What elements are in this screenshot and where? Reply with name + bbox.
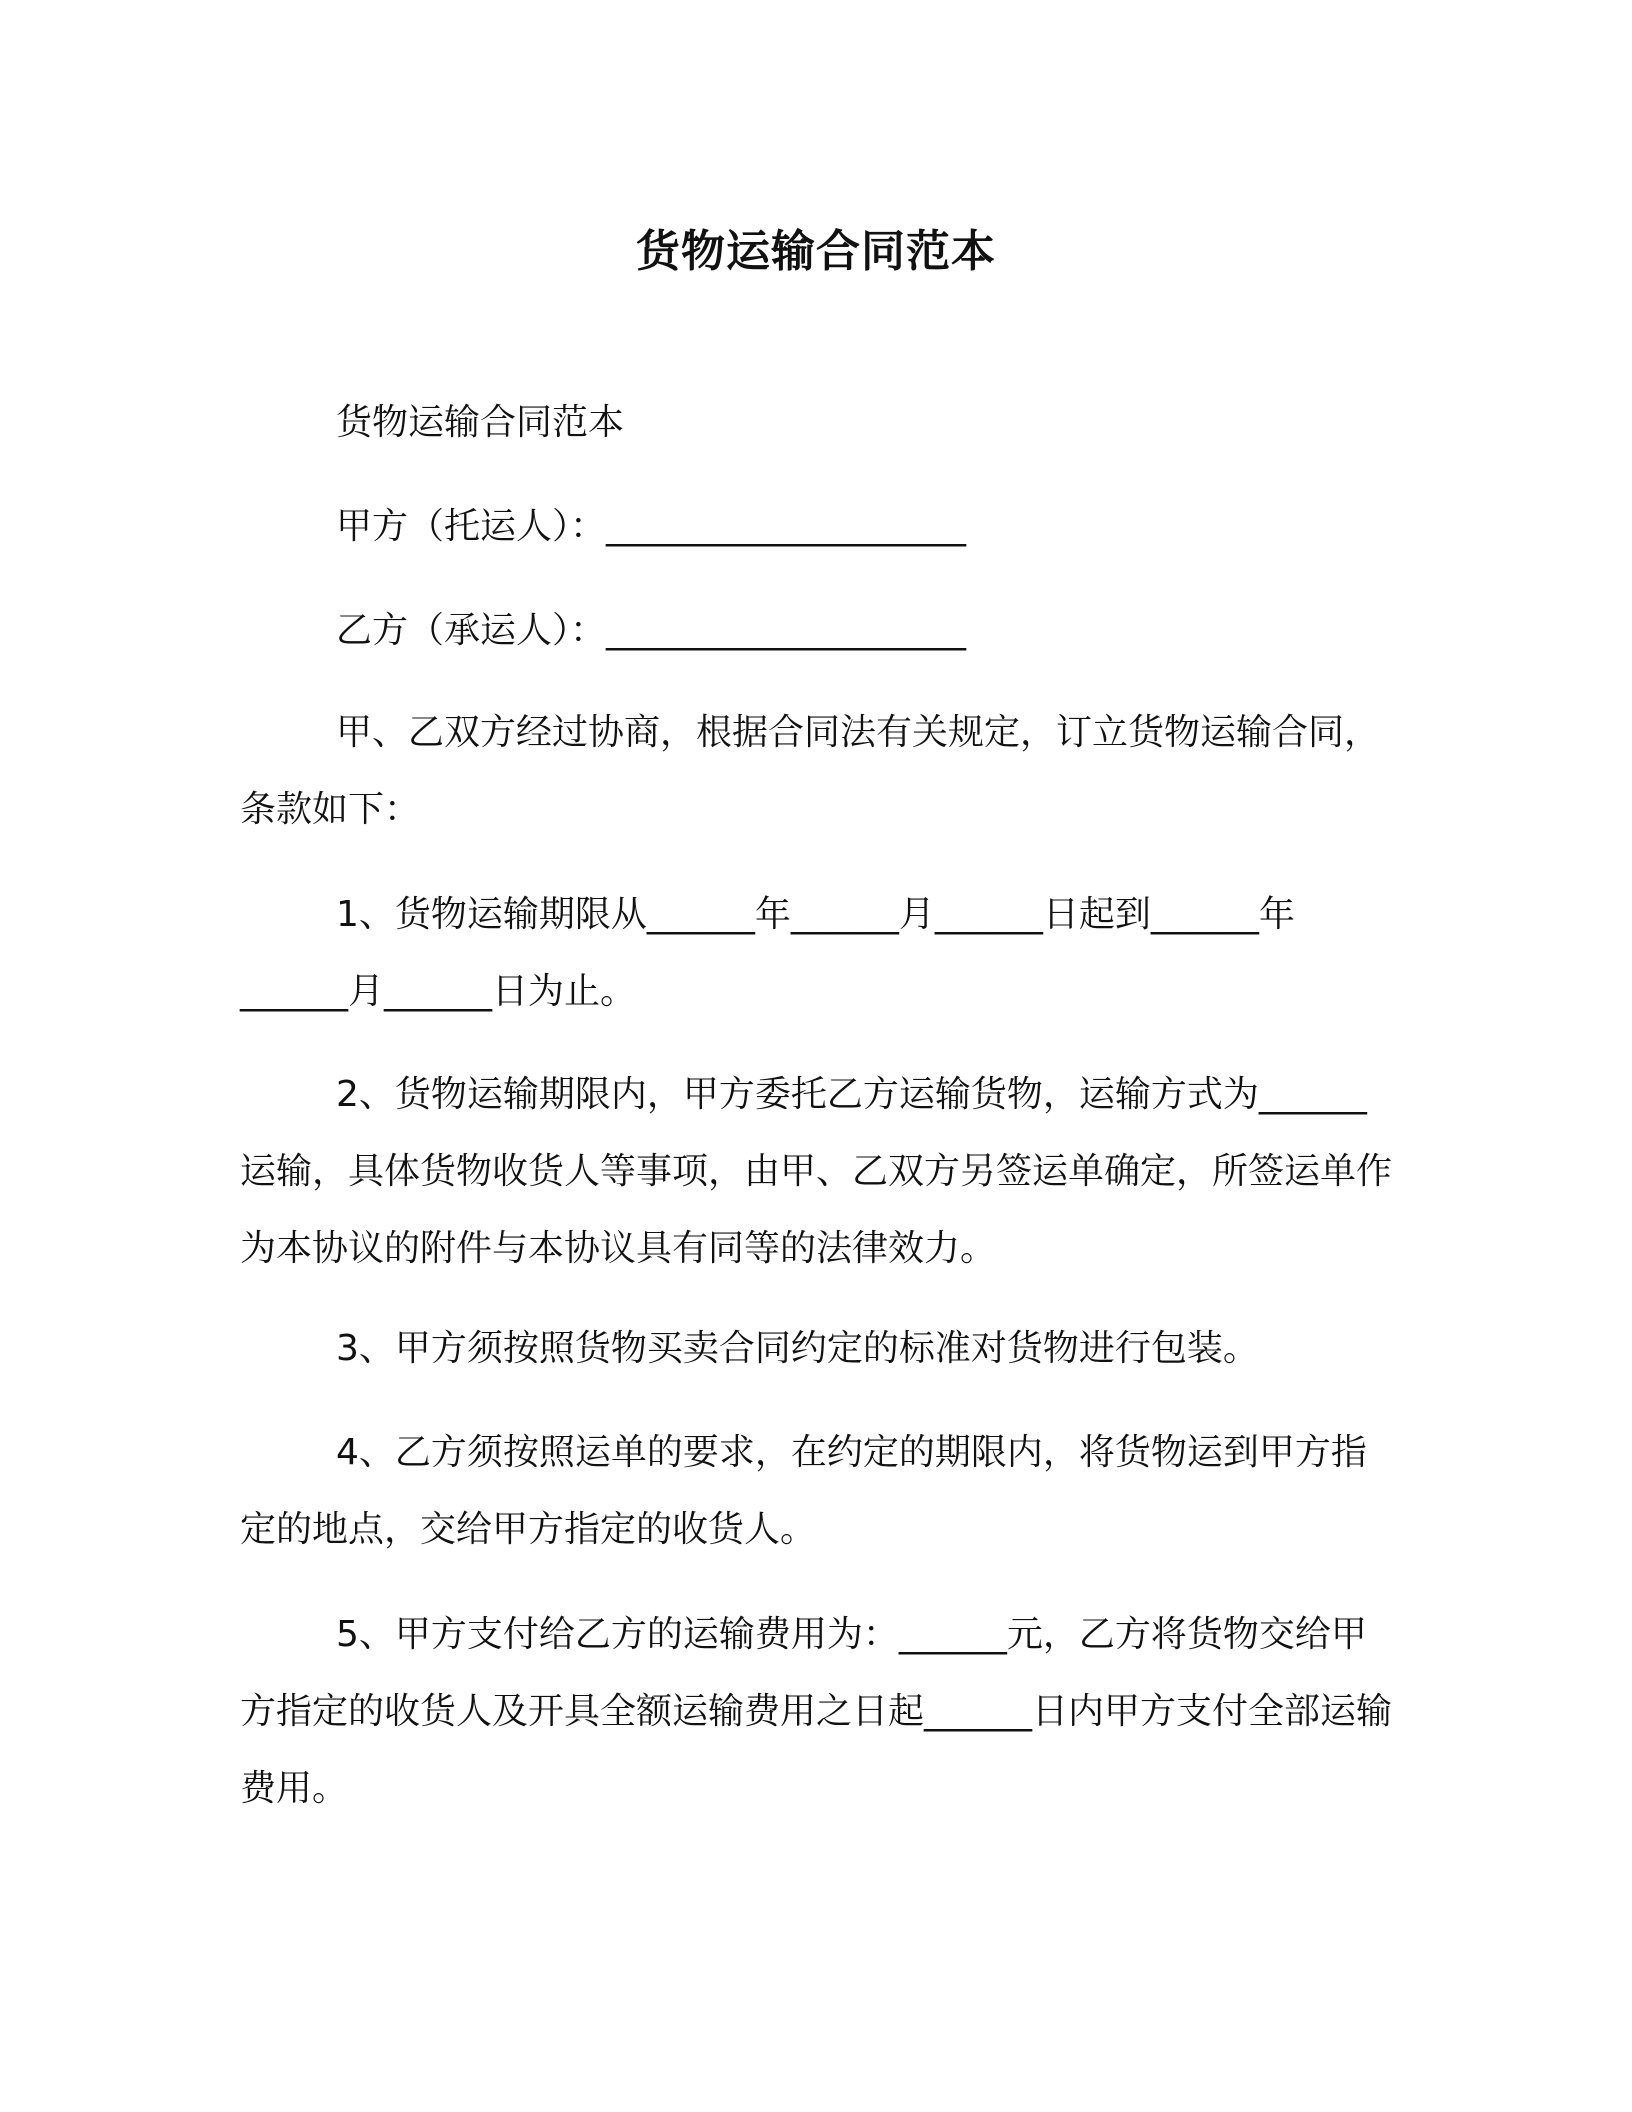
preamble-paragraph: 甲、乙双方经过协商，根据合同法有关规定，订立货物运输合同，条款如下： <box>240 712 1381 830</box>
clause-2-paragraph: 2、货物运输期限内，甲方委托乙方运输货物，运输方式为______运输，具体货物收货人等事项，由甲、乙双方另签运单确定，所签运单作为本协议的附件与本协议具有同等的法律效力。 <box>240 1074 1393 1269</box>
document-subtitle: 货物运输合同范本 <box>336 402 625 443</box>
clause-4-paragraph: 4、乙方须按照运单的要求，在约定的期限内，将货物运到甲方指定的地点，交给甲方指定的收货人。 <box>240 1432 1367 1550</box>
clause-3-paragraph: 3、甲方须按照货物买卖合同约定的标准对货物进行包装。 <box>336 1328 1259 1369</box>
document-title: 货物运输合同范本 <box>636 226 996 277</box>
party-a-line: 甲方（托运人）：____________________ <box>336 506 967 547</box>
clause-5-paragraph: 5、甲方支付给乙方的运输费用为：______元，乙方将货物交给甲方指定的收货人及开具全额运输费用之日起______日内甲方支付全部运输费用。 <box>240 1614 1393 1809</box>
party-b-line: 乙方（承运人）：____________________ <box>336 610 967 651</box>
clause-1-paragraph: 1、货物运输期限从______年______月______日起到______年______月______日为止。 <box>240 894 1295 1012</box>
